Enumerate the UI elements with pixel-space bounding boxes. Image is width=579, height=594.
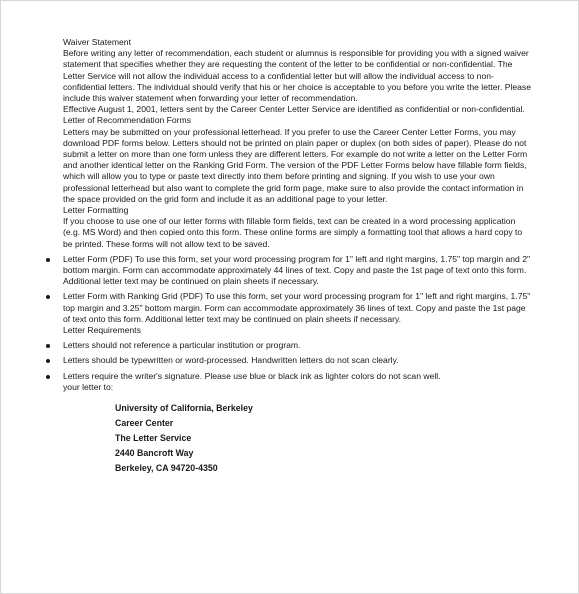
bullet-icon bbox=[46, 344, 50, 348]
bullet-icon bbox=[46, 359, 50, 363]
list-item bbox=[63, 291, 533, 325]
list-item bbox=[63, 254, 533, 288]
requirements-bullet-list bbox=[63, 340, 533, 382]
list-item bbox=[63, 340, 533, 351]
mailing-address bbox=[115, 401, 533, 476]
effective-date-paragraph: Effective August 1, 2001, letters sent by the Career Center Letter Service are identified as confidential or non-confidential. bbox=[63, 104, 525, 115]
document-body bbox=[63, 37, 533, 476]
address-line: 2440 Bancroft Way bbox=[115, 448, 194, 459]
forms-paragraph: Letters may be submitted on your professional letterhead. If you prefer to use the Career Center Letter Forms, you may download PDF forms below. Letters should not be printed on plain paper or duplex (on both sides of paper). Please do not submit a letter on more than one form unless they are different letters. For example do not write a letter on the Letter Form and another identical letter on the Ranking Grid Form. The version of the PDF Letter Forms below have fillable form fields, which will allow you to type or paste text directly into them before printing and signing. If you wish to use your own professional letterhead but also want to complete the grid form page, make sure to also provide the contact information in the space provided on the grid form and include it as an additional page to your letter. bbox=[63, 126, 528, 204]
address-line: Career Center bbox=[115, 418, 174, 429]
list-item bbox=[63, 355, 533, 366]
address-line: University of California, Berkeley bbox=[115, 403, 253, 414]
formatting-bullet-list bbox=[63, 254, 533, 325]
bullet-icon bbox=[46, 258, 50, 262]
bullet-text: Letter Form (PDF) To use this form, set your word processing program for 1" left and right margins, 1.75" top margin and 2" bottom margin. Form can accommodate approximately 44 lines of text. Copy and paste the 1st page of text onto this form. Additional letter text may be continued on plain sheets if necessary. bbox=[63, 253, 531, 287]
bullet-text: Letter Form with Ranking Grid (PDF) To use this form, set your word processing program for 1" left and right margins, 1.75" top margin and 3.25" bottom margin. Form can accommodate approximately 36 lines of text. Copy and paste the 1st page of text onto this form. Additional letter text may be continued on plain sheets if necessary. bbox=[63, 291, 531, 324]
address-line: Berkeley, CA 94720-4350 bbox=[115, 463, 218, 474]
mail-intro: your letter to: bbox=[63, 381, 114, 392]
bullet-text: Letters should be typewritten or word-processed. Handwritten letters do not scan clearly. bbox=[63, 355, 399, 366]
waiver-paragraph: Before writing any letter of recommendation, each student or alumnus is responsible for providing you with a signed waiver statement that specifies whether they are requesting the content of the letter to be confidential or non-confidential. The Letter Service will not allow the individual access to a confidential letter but will allow the individual access to non-confidential letters. The individual should verify that his or her choice is acceptable to you before you write the letter. Please include this waiver statement when forwarding your letter of recommendation. bbox=[63, 48, 531, 104]
bullet-icon bbox=[46, 295, 50, 299]
bullet-text: Letters require the writer's signature. Please use blue or black ink as lighter colors do not scan well. bbox=[63, 370, 441, 381]
bullet-icon bbox=[46, 375, 50, 379]
formatting-heading: Letter Formatting bbox=[63, 205, 129, 216]
address-line: The Letter Service bbox=[115, 433, 192, 444]
waiver-heading: Waiver Statement bbox=[63, 37, 131, 47]
formatting-paragraph: If you choose to use one of our letter forms with fillable form fields, text can be created in a word processing application (e.g. MS Word) and then copied onto this form. These online forms are simply a formatting tool that allows a hard copy to be printed. These forms will not allow text to be saved. bbox=[63, 216, 523, 249]
list-item bbox=[63, 371, 533, 382]
forms-heading: Letter of Recommendation Forms bbox=[63, 115, 192, 126]
bullet-text: Letters should not reference a particular institution or program. bbox=[63, 340, 301, 351]
requirements-heading: Letter Requirements bbox=[63, 325, 141, 336]
